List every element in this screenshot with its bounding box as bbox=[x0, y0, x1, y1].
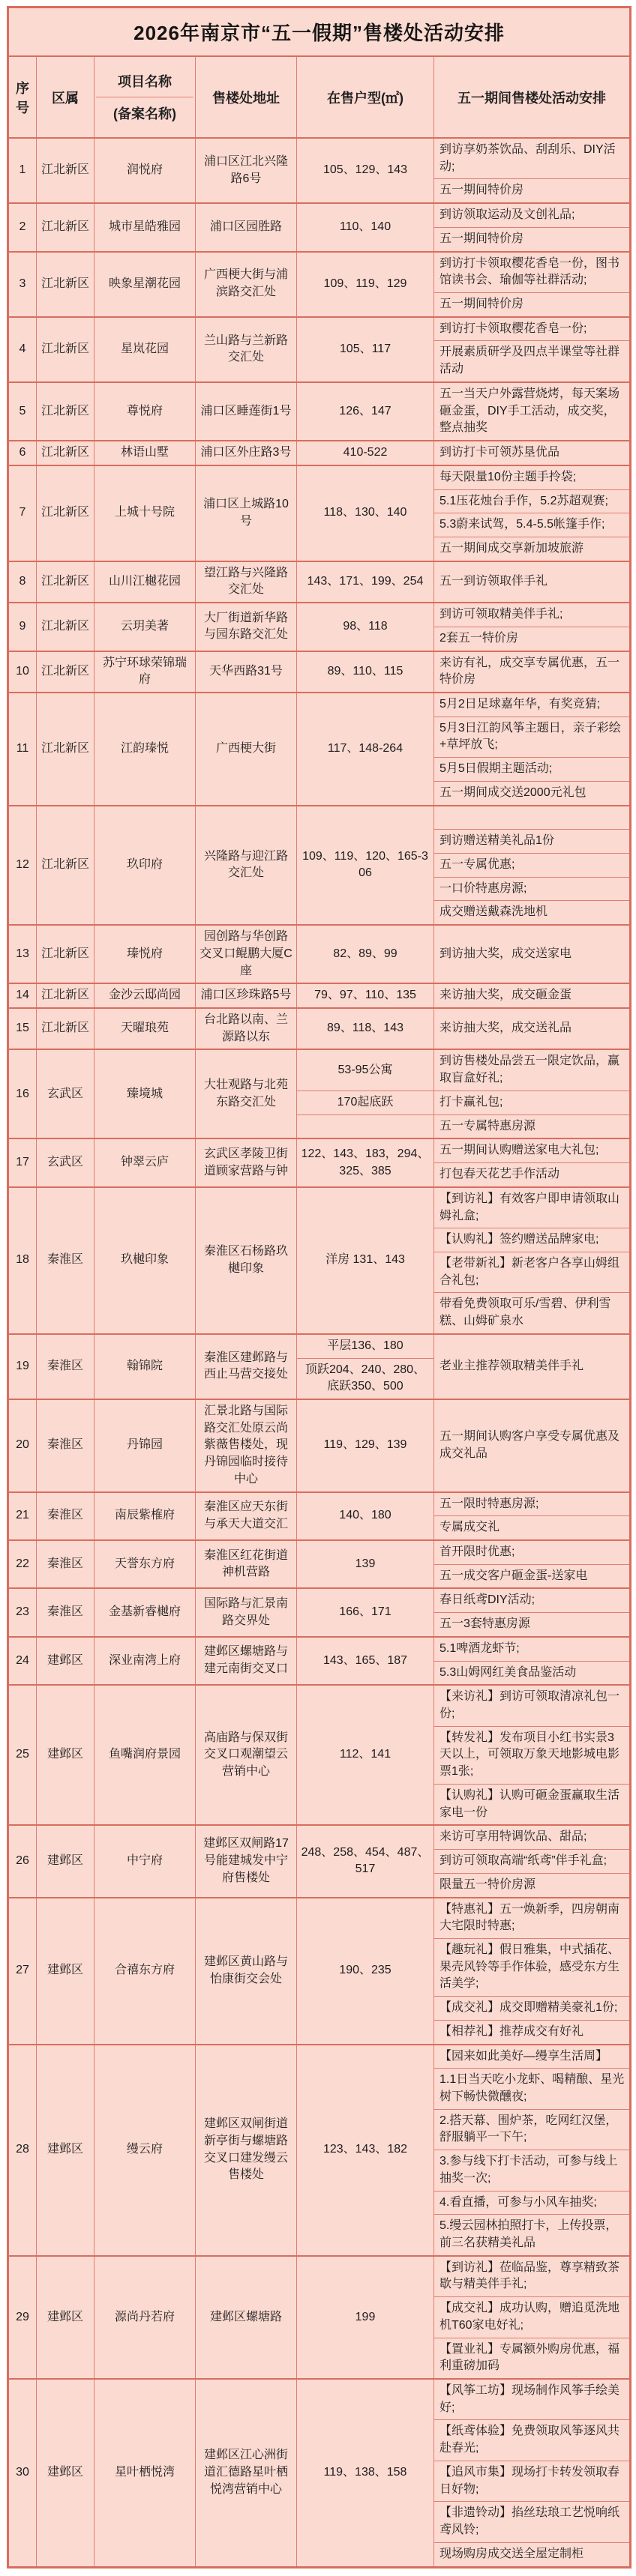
activity-cell: 5.3山姆网红美食品鉴活动 bbox=[434, 1661, 631, 1685]
district-cell: 江北新区 bbox=[37, 603, 94, 651]
activity-cell: 五一当天户外露营烧烤，每天案场砸金蛋，DIY手工活动，成交奖，整点抽奖 bbox=[434, 382, 631, 441]
units-cell: 199 bbox=[297, 2256, 434, 2379]
row-number-cell: 29 bbox=[8, 2256, 37, 2379]
row-number-cell: 7 bbox=[8, 465, 37, 561]
units-cell: 143、171、199、254 bbox=[297, 561, 434, 603]
activity-cell: 五一到访领取伴手礼 bbox=[434, 561, 631, 603]
table-row bbox=[8, 1540, 631, 1564]
activity-cell: 4.看直播，可参与小风车抽奖; bbox=[434, 2191, 631, 2215]
activity-cell: 1.1日当天吃小龙虾、喝精酿、星光树下畅快微醺夜; bbox=[434, 2069, 631, 2109]
address-cell: 建邺区双闸路17号能建城发中宁府售楼处 bbox=[196, 1825, 297, 1897]
activity-cell: 5月2日足球嘉年华，有奖竞猜; bbox=[434, 693, 631, 717]
units-cell: 平层136、180 bbox=[297, 1334, 434, 1358]
page-title: 2026年南京市“五一假期”售楼处活动安排 bbox=[8, 7, 631, 57]
units-cell: 112、141 bbox=[297, 1685, 434, 1825]
project-name-cell: 星岚花园 bbox=[94, 317, 196, 382]
table-row bbox=[8, 603, 631, 627]
activity-cell: 到访抽大奖，成交送家电 bbox=[434, 925, 631, 983]
activity-cell: 首开限时优惠; bbox=[434, 1540, 631, 1564]
address-cell: 大厂街道新华路与园东路交汇处 bbox=[196, 603, 297, 651]
district-cell: 建邺区 bbox=[37, 2045, 94, 2256]
row-number-cell: 8 bbox=[8, 561, 37, 603]
activity-cell: 五一期间认购赠送家电大礼包; bbox=[434, 1138, 631, 1162]
row-number-cell: 30 bbox=[8, 2379, 37, 2567]
project-name-cell: 苏宁环球荣锦瑞府 bbox=[94, 651, 196, 693]
activity-cell: 【到访礼】有效客户即申请领取山姆礼盒; bbox=[434, 1187, 631, 1228]
activity-cell: 到访领取运动及文创礼品; bbox=[434, 203, 631, 227]
district-cell: 秦淮区 bbox=[37, 1399, 94, 1492]
activity-cell: 春日纸鸢DIY活动; bbox=[434, 1588, 631, 1612]
activity-cell: 到访可领取高端“纸鸢”伴手礼盒; bbox=[434, 1850, 631, 1874]
address-cell: 台北路以南、兰源路以东 bbox=[196, 1008, 297, 1049]
activity-cell: 【风筝工坊】现场制作风筝手绘美好; bbox=[434, 2379, 631, 2420]
units-cell: 119、129、139 bbox=[297, 1399, 434, 1492]
project-name-cell: 上城十号院 bbox=[94, 465, 196, 561]
district-cell: 江北新区 bbox=[37, 252, 94, 317]
project-name-cell: 南辰紫榷府 bbox=[94, 1492, 196, 1540]
district-cell: 江北新区 bbox=[37, 465, 94, 561]
project-name-cell: 缦云府 bbox=[94, 2045, 196, 2256]
title-row bbox=[8, 7, 631, 57]
address-cell: 浦口区珍珠路5号 bbox=[196, 983, 297, 1008]
address-cell: 广西梗大街 bbox=[196, 693, 297, 806]
table-row bbox=[8, 1008, 631, 1049]
district-cell: 建邺区 bbox=[37, 1637, 94, 1685]
table-row bbox=[8, 1825, 631, 1849]
address-cell: 高庙路与保双街交叉口观潮望云营销中心 bbox=[196, 1685, 297, 1825]
row-number-cell: 1 bbox=[8, 138, 37, 203]
activity-cell: 【置业礼】专属额外购房优惠，福利重磅加码 bbox=[434, 2338, 631, 2379]
activity-cell: 到访享奶茶饮品、刮刮乐、DIY活动; bbox=[434, 138, 631, 179]
row-number-cell: 11 bbox=[8, 693, 37, 806]
address-cell: 秦淮区红花街道神机营路 bbox=[196, 1540, 297, 1588]
row-number-cell: 23 bbox=[8, 1588, 37, 1636]
row-number-cell: 16 bbox=[8, 1049, 37, 1138]
table-row bbox=[8, 1898, 631, 1939]
row-number-cell: 17 bbox=[8, 1138, 37, 1186]
district-cell: 玄武区 bbox=[37, 1138, 94, 1186]
project-name-cell: 金沙云邸尚园 bbox=[94, 983, 196, 1008]
table-row bbox=[8, 1492, 631, 1516]
units-cell: 122、143、183，294、325、385 bbox=[297, 1138, 434, 1186]
activity-cell: 现场购房成交送全屋定制柜 bbox=[434, 2542, 631, 2567]
table-row bbox=[8, 465, 631, 489]
header-address: 售楼处地址 bbox=[196, 56, 297, 138]
activity-cell: 【来访礼】到访可领取清凉礼包一份; bbox=[434, 1685, 631, 1726]
activity-cell: 到访售楼处品尝五一限定饮品，赢取盲盒好礼; bbox=[434, 1049, 631, 1091]
activity-cell: 5月5日假期主题活动; bbox=[434, 758, 631, 782]
table-body bbox=[8, 138, 631, 2567]
table-row bbox=[8, 203, 631, 227]
address-cell: 兴隆路与迎江路交汇处 bbox=[196, 806, 297, 926]
activity-cell: 2套五一特价房 bbox=[434, 627, 631, 651]
district-cell: 江北新区 bbox=[37, 651, 94, 693]
project-name-cell: 合禧东方府 bbox=[94, 1898, 196, 2045]
header-district: 区属 bbox=[37, 56, 94, 138]
activity-cell: 五一期间成交送2000元礼包 bbox=[434, 781, 631, 805]
activity-cell: 【成交礼】成交即赠精美豪礼1份; bbox=[434, 1997, 631, 2021]
district-cell: 玄武区 bbox=[37, 1049, 94, 1138]
activity-cell: 【非遗铃动】掐丝珐琅工艺悦响纸鸢风铃; bbox=[434, 2502, 631, 2542]
row-number-cell: 20 bbox=[8, 1399, 37, 1492]
units-cell: 109、119、120、165-306 bbox=[297, 806, 434, 926]
table-row bbox=[8, 2379, 631, 2420]
units-cell: 190、235 bbox=[297, 1898, 434, 2045]
table-row bbox=[8, 317, 631, 341]
address-cell: 广西梗大街与浦滨路交汇处 bbox=[196, 252, 297, 317]
address-cell: 建邺区螺塘路与建元南街交叉口 bbox=[196, 1637, 297, 1685]
row-number-cell: 24 bbox=[8, 1637, 37, 1685]
district-cell: 江北新区 bbox=[37, 561, 94, 603]
project-name-cell: 钟翠云庐 bbox=[94, 1138, 196, 1186]
activity-cell: 5.缦云园林拍照打卡，上传投票，前三名获精美礼品 bbox=[434, 2215, 631, 2256]
activity-cell: 【成交礼】成功认购，赠追觅洗地机T60家电好礼; bbox=[434, 2297, 631, 2338]
table-row bbox=[8, 1637, 631, 1661]
units-cell: 110、140 bbox=[297, 203, 434, 251]
project-name-cell: 润悦府 bbox=[94, 138, 196, 203]
header-project-name-bottom: (备案名称) bbox=[113, 106, 176, 121]
project-name-cell: 中宁府 bbox=[94, 1825, 196, 1897]
district-cell: 秦淮区 bbox=[37, 1588, 94, 1636]
activity-cell: 5.1啤酒龙虾节; bbox=[434, 1637, 631, 1661]
district-cell: 建邺区 bbox=[37, 1898, 94, 2045]
district-cell: 江北新区 bbox=[37, 317, 94, 382]
activity-cell: 5月3日江韵风筝主题日，亲子彩绘+草坪放飞; bbox=[434, 717, 631, 757]
table-row bbox=[8, 441, 631, 465]
units-cell: 143、165、187 bbox=[297, 1637, 434, 1685]
units-cell: 89、118、143 bbox=[297, 1008, 434, 1049]
units-cell: 105、129、143 bbox=[297, 138, 434, 203]
address-cell: 天华西路31号 bbox=[196, 651, 297, 693]
district-cell: 秦淮区 bbox=[37, 1540, 94, 1588]
units-cell: 89、110、115 bbox=[297, 651, 434, 693]
units-cell: 248、258、454、487、517 bbox=[297, 1825, 434, 1897]
activity-cell: 2.搭天幕、围炉茶，吃网红汉堡，舒服躺平一下午; bbox=[434, 2109, 631, 2150]
activity-cell: 到访打卡领取樱花香皂一份，图书馆读书会、瑜伽等社群活动; bbox=[434, 252, 631, 293]
units-cell: 53-95公寓 bbox=[297, 1049, 434, 1091]
district-cell: 江北新区 bbox=[37, 925, 94, 983]
table-row bbox=[8, 693, 631, 717]
row-number-cell: 2 bbox=[8, 203, 37, 251]
district-cell: 江北新区 bbox=[37, 806, 94, 926]
row-number-cell: 25 bbox=[8, 1685, 37, 1825]
activity-cell: 到访打卡领取樱花香皂一份; bbox=[434, 317, 631, 341]
units-cell: 118、130、140 bbox=[297, 465, 434, 561]
address-cell: 汇景北路与国际路交汇处原云尚紫薇售楼处，现丹锦园临时接待中心 bbox=[196, 1399, 297, 1492]
schedule-table bbox=[7, 6, 632, 2569]
district-cell: 建邺区 bbox=[37, 1685, 94, 1825]
activity-cell: 来访抽大奖，成交砸金蛋 bbox=[434, 983, 631, 1008]
address-cell: 秦淮区石杨路玖樾印象 bbox=[196, 1187, 297, 1334]
district-cell: 江北新区 bbox=[37, 382, 94, 441]
table-row bbox=[8, 1685, 631, 1726]
table-row bbox=[8, 1588, 631, 1612]
activity-cell: 【老带新礼】新老客户各享山姆组合礼包; bbox=[434, 1252, 631, 1292]
activity-cell: 打包春天花艺手作活动 bbox=[434, 1163, 631, 1187]
header-num: 序号 bbox=[8, 56, 37, 138]
table-row bbox=[8, 2256, 631, 2297]
row-number-cell: 28 bbox=[8, 2045, 37, 2256]
activity-cell bbox=[434, 806, 631, 830]
units-cell: 126、147 bbox=[297, 382, 434, 441]
units-cell: 顶跃204、240、280、底跃350、500 bbox=[297, 1358, 434, 1399]
project-name-cell: 玖樾印象 bbox=[94, 1187, 196, 1334]
activity-cell: 成交赠送戴森洗地机 bbox=[434, 901, 631, 925]
units-cell: 105、117 bbox=[297, 317, 434, 382]
activity-cell: 【转发礼】发布项目小红书实景3天以上，可领取万象天地影城电影票1张; bbox=[434, 1726, 631, 1784]
activity-cell: 3.参与线下打卡活动，可参与线上抽奖一次; bbox=[434, 2150, 631, 2191]
units-cell: 140、180 bbox=[297, 1492, 434, 1540]
activity-cell: 五一3套特惠房源 bbox=[434, 1613, 631, 1637]
activity-cell: 限量五一特价房源 bbox=[434, 1873, 631, 1897]
project-name-cell: 深业南湾上府 bbox=[94, 1637, 196, 1685]
activity-cell: 带看免费领取可乐/雪碧、伊利雪糕、山姆矿泉水 bbox=[434, 1293, 631, 1334]
activity-cell: 【认购礼】认购可砸金蛋赢取生活家电一份 bbox=[434, 1784, 631, 1825]
address-cell: 浦口区园胜路 bbox=[196, 203, 297, 251]
units-cell: 79、97、110、135 bbox=[297, 983, 434, 1008]
address-cell: 建邺区黄山路与怡康街交会处 bbox=[196, 1898, 297, 2045]
row-number-cell: 15 bbox=[8, 1008, 37, 1049]
activity-cell: 【特惠礼】五一焕新季，四房朝南大宅限时特惠; bbox=[434, 1898, 631, 1939]
project-name-cell: 丹锦园 bbox=[94, 1399, 196, 1492]
units-cell: 洋房 131、143 bbox=[297, 1187, 434, 1334]
row-number-cell: 4 bbox=[8, 317, 37, 382]
district-cell: 秦淮区 bbox=[37, 1187, 94, 1334]
district-cell: 江北新区 bbox=[37, 138, 94, 203]
project-name-cell: 尊悦府 bbox=[94, 382, 196, 441]
address-cell: 园创路与华创路交叉口鲲鹏大厦C座 bbox=[196, 925, 297, 983]
activity-cell: 五一期间特价房 bbox=[434, 293, 631, 317]
activity-cell: 5.3蔚来试驾，5.4-5.5帐篷手作; bbox=[434, 513, 631, 537]
units-cell: 98、118 bbox=[297, 603, 434, 651]
activity-cell: 打卡赢礼包; bbox=[434, 1091, 631, 1114]
row-number-cell: 18 bbox=[8, 1187, 37, 1334]
row-number-cell: 3 bbox=[8, 252, 37, 317]
units-cell: 82、89、99 bbox=[297, 925, 434, 983]
address-cell: 浦口区外庄路3号 bbox=[196, 441, 297, 465]
row-number-cell: 14 bbox=[8, 983, 37, 1008]
activity-cell: 五一期间成交享新加坡旅游 bbox=[434, 537, 631, 561]
row-number-cell: 27 bbox=[8, 1898, 37, 2045]
activity-cell: 五一期间特价房 bbox=[434, 179, 631, 203]
project-name-cell: 金基新睿樾府 bbox=[94, 1588, 196, 1636]
project-name-cell: 玖印府 bbox=[94, 806, 196, 926]
row-number-cell: 6 bbox=[8, 441, 37, 465]
table-row bbox=[8, 1399, 631, 1492]
activity-cell: 开展素质研学及四点半课堂等社群活动 bbox=[434, 341, 631, 382]
activity-cell: 五一专属优惠; bbox=[434, 854, 631, 878]
address-cell: 秦淮区应天东街与承天大道交汇 bbox=[196, 1492, 297, 1540]
activity-cell: 五一期间认购客户享受专属优惠及成交礼品 bbox=[434, 1399, 631, 1492]
units-cell: 109、119、129 bbox=[297, 252, 434, 317]
address-cell: 浦口区江北兴隆路6号 bbox=[196, 138, 297, 203]
table-row bbox=[8, 1049, 631, 1091]
address-cell: 望江路与兴隆路交汇处 bbox=[196, 561, 297, 603]
units-cell: 117、148-264 bbox=[297, 693, 434, 806]
project-name-cell: 云玥美著 bbox=[94, 603, 196, 651]
row-number-cell: 22 bbox=[8, 1540, 37, 1588]
activity-cell: 一口价特惠房源; bbox=[434, 877, 631, 901]
project-name-cell: 瑧悦府 bbox=[94, 925, 196, 983]
activity-cell: 五一专属特惠房源 bbox=[434, 1114, 631, 1138]
table-row bbox=[8, 2045, 631, 2069]
activity-cell: 到访可领取精美伴手礼; bbox=[434, 603, 631, 627]
address-cell: 玄武区孝陵卫街道顾家营路与钟 bbox=[196, 1138, 297, 1186]
project-name-cell: 林语山墅 bbox=[94, 441, 196, 465]
table-row bbox=[8, 561, 631, 603]
units-cell: 166、171 bbox=[297, 1588, 434, 1636]
activity-cell: 【趣玩礼】假日雅集，中式插花、果壳风铃等手作体验，感受东方生活美学; bbox=[434, 1938, 631, 1996]
header-project-name bbox=[94, 56, 196, 138]
district-cell: 江北新区 bbox=[37, 1008, 94, 1049]
header-row bbox=[8, 56, 631, 138]
district-cell: 建邺区 bbox=[37, 2256, 94, 2379]
activity-cell: 【认购礼】签约赠送品牌家电; bbox=[434, 1228, 631, 1252]
activity-cell: 【纸鸢体验】免费领取风筝逐风共赴春光; bbox=[434, 2420, 631, 2461]
header-project-name-top: 项目名称 bbox=[96, 64, 194, 97]
project-name-cell: 映象星潮花园 bbox=[94, 252, 196, 317]
district-cell: 江北新区 bbox=[37, 693, 94, 806]
project-name-cell: 翰锦院 bbox=[94, 1334, 196, 1399]
row-number-cell: 5 bbox=[8, 382, 37, 441]
units-cell bbox=[297, 1114, 434, 1138]
activity-cell: 【追风市集】现场打卡转发领取春日好物; bbox=[434, 2461, 631, 2501]
row-number-cell: 19 bbox=[8, 1334, 37, 1399]
activity-cell: 专属成交礼 bbox=[434, 1516, 631, 1540]
table-row bbox=[8, 382, 631, 441]
address-cell: 建邺区双闸街道新亭街与螺塘路交叉口建发缦云售楼处 bbox=[196, 2045, 297, 2256]
address-cell: 大壮观路与北苑东路交汇处 bbox=[196, 1049, 297, 1138]
table-row bbox=[8, 1334, 631, 1358]
row-number-cell: 12 bbox=[8, 806, 37, 926]
address-cell: 建邺区螺塘路 bbox=[196, 2256, 297, 2379]
row-number-cell: 21 bbox=[8, 1492, 37, 1540]
row-number-cell: 10 bbox=[8, 651, 37, 693]
project-name-cell: 天曜琅苑 bbox=[94, 1008, 196, 1049]
district-cell: 建邺区 bbox=[37, 1825, 94, 1897]
project-name-cell: 城市星皓雅园 bbox=[94, 203, 196, 251]
district-cell: 秦淮区 bbox=[37, 1492, 94, 1540]
address-cell: 兰山路与兰新路交汇处 bbox=[196, 317, 297, 382]
activity-cell: 老业主推荐领取精美伴手礼 bbox=[434, 1334, 631, 1399]
table-row bbox=[8, 925, 631, 983]
district-cell: 秦淮区 bbox=[37, 1334, 94, 1399]
activity-cell: 来访可享用特调饮品、甜品; bbox=[434, 1825, 631, 1849]
activity-cell: 【到访礼】莅临品鉴，尊享精致茶歇与精美伴手礼; bbox=[434, 2256, 631, 2297]
units-cell: 123、143、182 bbox=[297, 2045, 434, 2256]
table-row bbox=[8, 138, 631, 179]
units-cell: 139 bbox=[297, 1540, 434, 1588]
row-number-cell: 13 bbox=[8, 925, 37, 983]
activity-cell: 5.1压花烛台手作，5.2苏超观赛; bbox=[434, 489, 631, 513]
table-row bbox=[8, 651, 631, 693]
header-units: 在售户型(㎡) bbox=[297, 56, 434, 138]
activity-cell: 每天限量10份主题手拎袋; bbox=[434, 465, 631, 489]
table-row bbox=[8, 806, 631, 830]
table-row bbox=[8, 1187, 631, 1228]
address-cell: 建邺区江心洲街道汇德路星叶栖悦湾营销中心 bbox=[196, 2379, 297, 2567]
row-number-cell: 9 bbox=[8, 603, 37, 651]
district-cell: 江北新区 bbox=[37, 441, 94, 465]
district-cell: 江北新区 bbox=[37, 203, 94, 251]
header-activity: 五一期间售楼处活动安排 bbox=[434, 56, 631, 138]
units-cell: 119、138、158 bbox=[297, 2379, 434, 2567]
project-name-cell: 源尚丹若府 bbox=[94, 2256, 196, 2379]
units-cell: 170起底跃 bbox=[297, 1091, 434, 1114]
activity-cell: 【相荐礼】推荐成交有好礼 bbox=[434, 2020, 631, 2044]
project-name-cell: 鱼嘴润府景园 bbox=[94, 1685, 196, 1825]
district-cell: 建邺区 bbox=[37, 2379, 94, 2567]
activity-cell: 【园来如此美好—缦享生活周】 bbox=[434, 2045, 631, 2069]
activity-cell: 来访抽大奖，成交送礼品 bbox=[434, 1008, 631, 1049]
units-cell: 410-522 bbox=[297, 441, 434, 465]
project-name-cell: 天誉东方府 bbox=[94, 1540, 196, 1588]
table-row bbox=[8, 983, 631, 1008]
table-row bbox=[8, 252, 631, 293]
project-name-cell: 山川江樾花园 bbox=[94, 561, 196, 603]
activity-cell: 到访打卡可领苏垦优品 bbox=[434, 441, 631, 465]
address-cell: 秦淮区建邺路与西止马营交接处 bbox=[196, 1334, 297, 1399]
address-cell: 浦口区上城路10号 bbox=[196, 465, 297, 561]
address-cell: 国际路与汇景南路交界处 bbox=[196, 1588, 297, 1636]
project-name-cell: 江韵瑧悦 bbox=[94, 693, 196, 806]
project-name-cell: 星叶栖悦湾 bbox=[94, 2379, 196, 2567]
activity-cell: 五一期间特价房 bbox=[434, 227, 631, 251]
address-cell: 浦口区睡莲街1号 bbox=[196, 382, 297, 441]
project-name-cell: 臻境城 bbox=[94, 1049, 196, 1138]
activity-cell: 来访有礼，成交享专属优惠，五一特价房 bbox=[434, 651, 631, 693]
activity-cell: 五一成交客户砸金蛋-送家电 bbox=[434, 1564, 631, 1588]
district-cell: 江北新区 bbox=[37, 983, 94, 1008]
activity-cell: 到访赠送精美礼品1份 bbox=[434, 830, 631, 854]
activity-cell: 五一限时特惠房源; bbox=[434, 1492, 631, 1516]
row-number-cell: 26 bbox=[8, 1825, 37, 1897]
table-row bbox=[8, 1138, 631, 1162]
